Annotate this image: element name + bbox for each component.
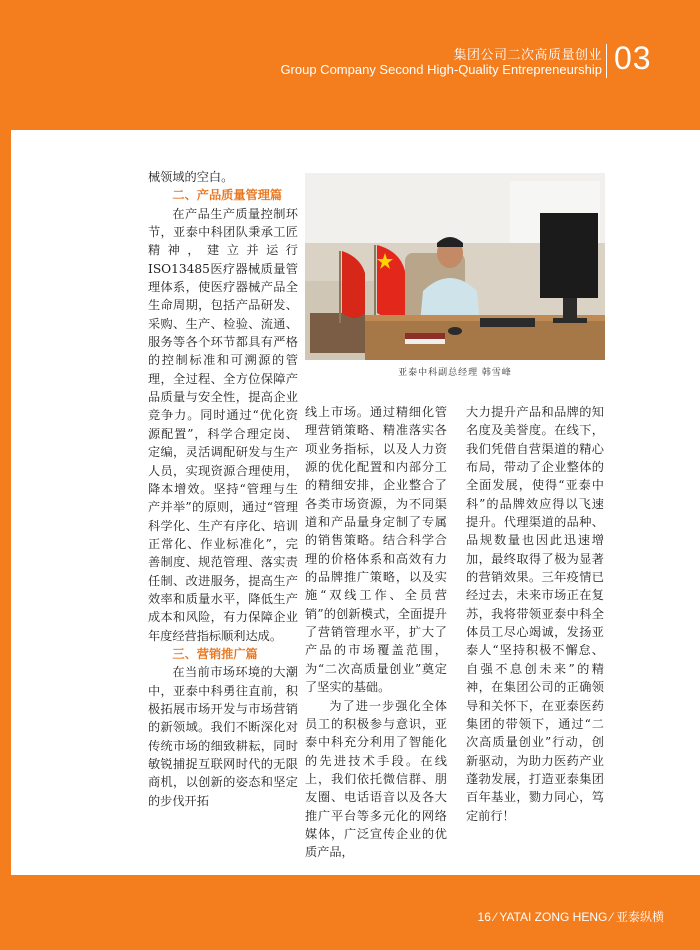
paragraph: 在当前市场环境的大潮中，亚泰中科勇往直前，积极拓展市场开发与市场营销的新领域。我们不断深化对传统市场的细致耕耘，同时敏锐捕捉互联网时代的无限商机，以创新的姿态和坚定的步伐开拓 [148,665,298,808]
section-heading: 二、产品质量管理篇 [172,188,283,203]
article-column-2 [305,403,447,862]
section-number: 03 [614,40,652,76]
footer-text: 16 ⁄ YATAI ZONG HENG ⁄ 亚泰纵横 [477,910,664,924]
paragraph: 为了进一步强化全体员工的积极参与意识，亚泰中科充分利用了智能化的先进技术手段。在线上，我们依托微信群、朋友圈、电话语音以及各大推广平台等多元化的网络媒体，广泛宣传企业的优质产品， [305,698,447,860]
page-header [0,0,700,130]
article-photo [305,173,605,360]
office-photo-illustration [305,173,605,360]
header-title-cn: 集团公司二次高质量创业 [453,48,602,63]
header-divider [606,44,607,78]
side-strip [0,130,11,875]
paragraph: 大力提升产品和品牌的知名度及美誉度。在线下，我们凭借自营渠道的精心布局，带动了企业整体的全面发展，使得“亚泰中科”的品牌效应得以飞速提升。代理渠道的品种、品规数量也因此迅速增加，最终取得了极为显著的营销效果。三年疫情已经过去，未来市场正在复苏，我将带领亚泰中科全体员工尽心竭诚，发扬亚泰人“坚持积极不懈怠、自强不息创未来”的精神，在集团公司的正确领导和关怀下，在亚泰医药集团的带领下，通过“二次高质量创业”行动，创新驱动，为助力医药产业蓬勃发展，打造亚泰集团百年基业，勠力同心，笃定前行！ [466,405,604,823]
section-heading: 三、营销推广篇 [172,646,258,661]
paragraph: 线上市场。通过精细化管理营销策略、精准落实各项业务指标，以及人力资源的优化配置和内部分工的精细安排，企业整合了各类市场资源，为不同渠道和产品量身定制了专属的销售策略。结合科学合理的价格体系和高效有力的品牌推广策略，以及实施“双线工作、全员营销”的创新模式，全面提升了营销管理水平，扩大了产品的市场覆盖范围，为“二次高质量创业”奠定了坚实的基础。 [305,405,447,695]
paragraph: 在产品生产质量控制环节，亚泰中科团队秉承工匠精神，建立并运行ISO13485医疗器械质量管理体系，使医疗器械产品全生命周期，包括产品研发、采购、生产、检验、流通、服务等各个环节都具有严格的控制标准和可溯源的管理，全过程、全方位保障产品质量与安全性，提高企业竞争力。同时通过“优化资源配置”，科学合理定岗、定编，灵活调配研发与生产人员，实现资源合理使用，降本增效。坚持“管理与生产并举”的原则，通过“管理科学化、生产有序化、培训正常化、作业标准化”，完善制度、规范管理、落实责任制、改进服务，提高生产效率和质量水平，降低生产成本和风险，有力保障企业年度经营指标顺利达成。 [148,206,298,643]
article-column-3 [466,403,604,825]
paragraph: 械领域的空白。 [148,170,234,184]
article-column-1 [148,168,298,810]
photo-caption: 亚泰中科副总经理 韩雪峰 [398,368,512,378]
header-title-en: Group Company Second High-Quality Entrepreneurship [280,62,602,77]
page-footer [0,875,700,950]
